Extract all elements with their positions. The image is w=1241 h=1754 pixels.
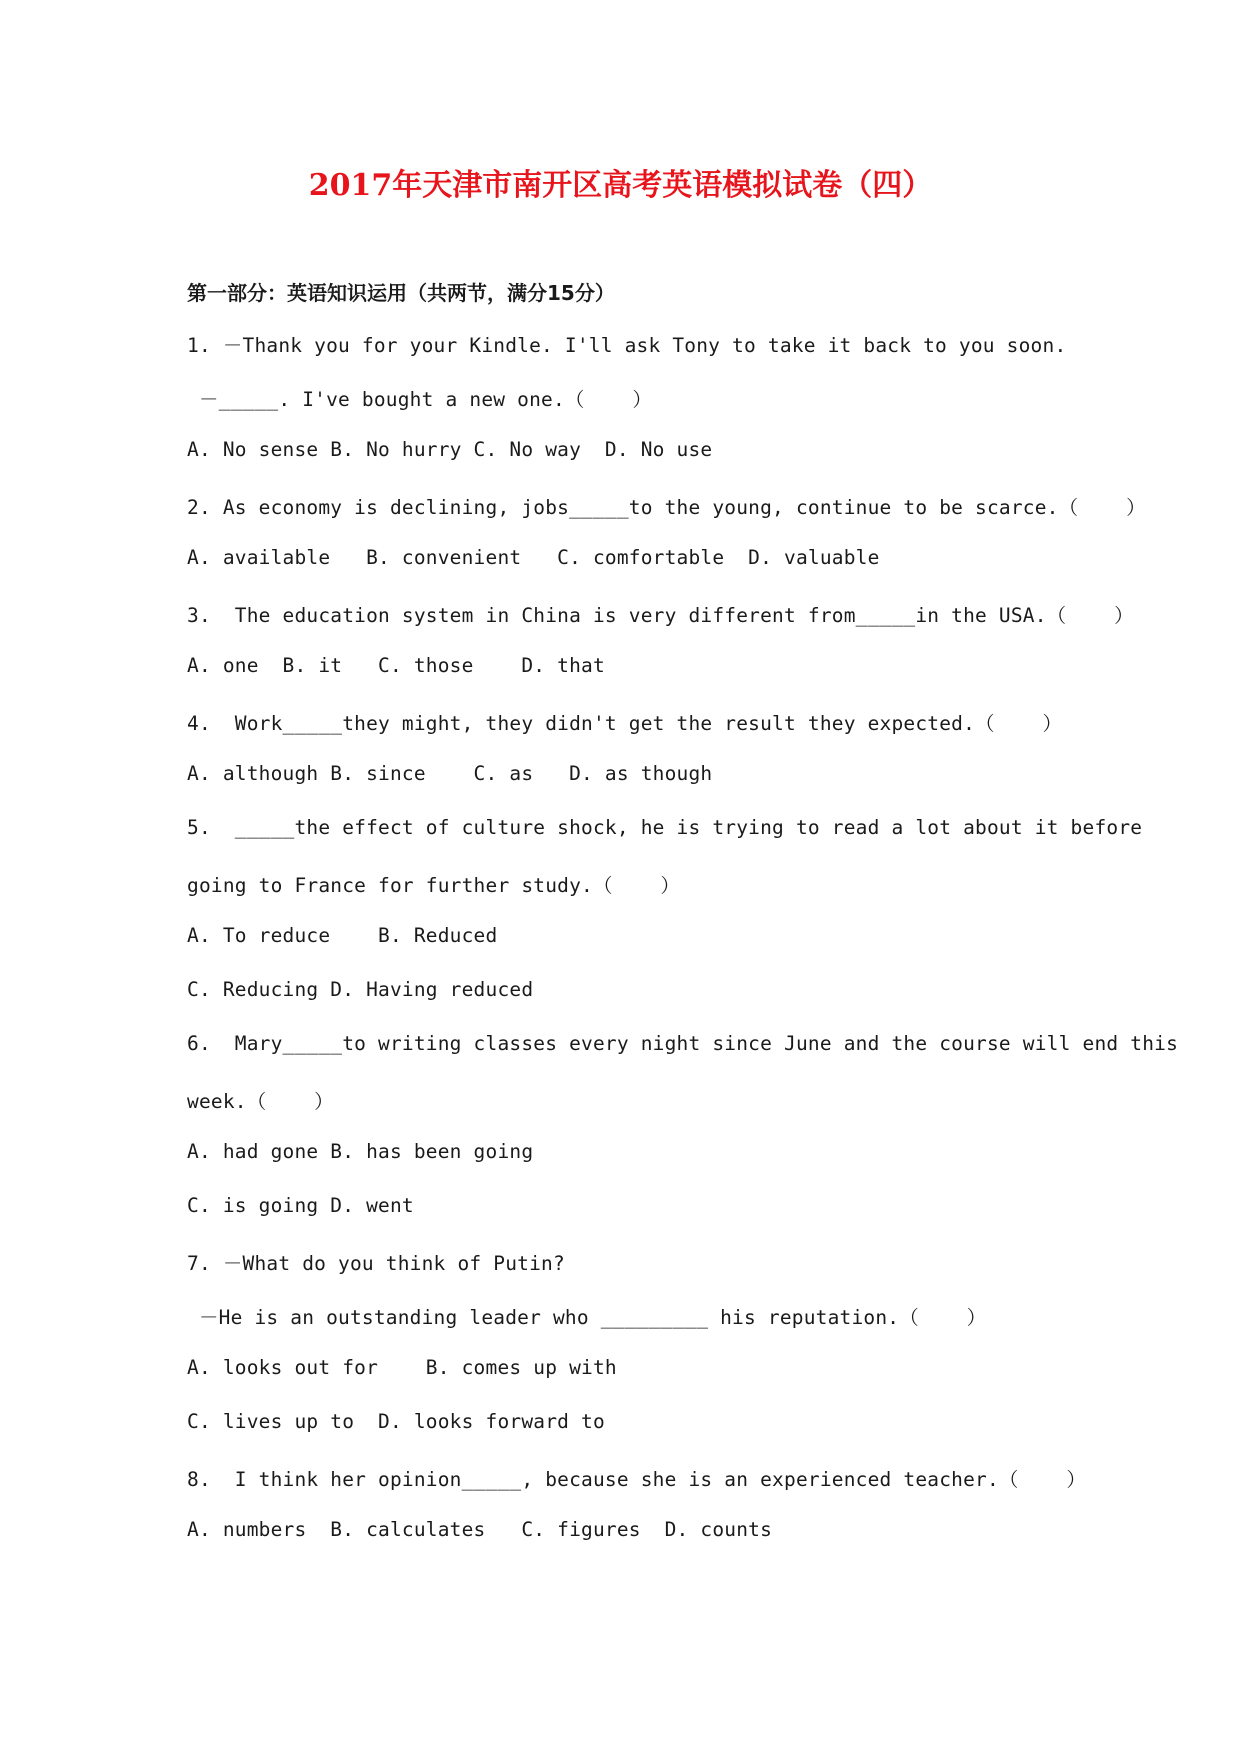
question-1-stem: 1. －Thank you for your Kindle. I'll ask Tony to take it back to you soon. [187, 334, 1067, 357]
question-6-stem-continued: week.（ ） [187, 1090, 334, 1113]
question-6-options-cd: C. is going D. went [187, 1194, 414, 1217]
question-3-options: A. one B. it C. those D. that [187, 654, 605, 677]
question-7-options-ab: A. looks out for B. comes up with [187, 1356, 617, 1379]
question-2-stem: 2. As economy is declining, jobs_____to the young, continue to be scarce.（ ） [187, 496, 1146, 519]
question-5-stem-continued: going to France for further study.（ ） [187, 874, 681, 897]
question-7-response: －He is an outstanding leader who _________ his reputation.（ ） [187, 1306, 987, 1329]
page-title: 2017年天津市南开区高考英语模拟试卷（四） [308, 168, 933, 203]
question-2-options: A. available B. convenient C. comfortable D. valuable [187, 546, 880, 569]
section-heading: 第一部分：英语知识运用（共两节，满分15分） [187, 281, 615, 305]
question-8-options: A. numbers B. calculates C. figures D. counts [187, 1518, 773, 1541]
question-8-stem: 8. I think her opinion_____, because she is an experienced teacher.（ ） [187, 1468, 1087, 1491]
question-7-stem: 7. －What do you think of Putin? [187, 1252, 565, 1275]
question-4-stem: 4. Work_____they might, they didn't get the result they expected.（ ） [187, 712, 1063, 735]
question-1-options: A. No sense B. No hurry C. No way D. No use [187, 438, 713, 461]
question-6-stem: 6. Mary_____to writing classes every night since June and the course will end this [187, 1032, 1179, 1055]
question-7-options-cd: C. lives up to D. looks forward to [187, 1410, 605, 1433]
question-5-options-ab: A. To reduce B. Reduced [187, 924, 498, 947]
question-5-options-cd: C. Reducing D. Having reduced [187, 978, 534, 1001]
question-1-response: －_____. I've bought a new one.（ ） [187, 388, 653, 411]
question-3-stem: 3. The education system in China is very different from_____in the USA.（ ） [187, 604, 1134, 627]
question-6-options-ab: A. had gone B. has been going [187, 1140, 534, 1163]
question-5-stem: 5. _____the effect of culture shock, he is trying to read a lot about it before [187, 816, 1143, 839]
question-4-options: A. although B. since C. as D. as though [187, 762, 713, 785]
